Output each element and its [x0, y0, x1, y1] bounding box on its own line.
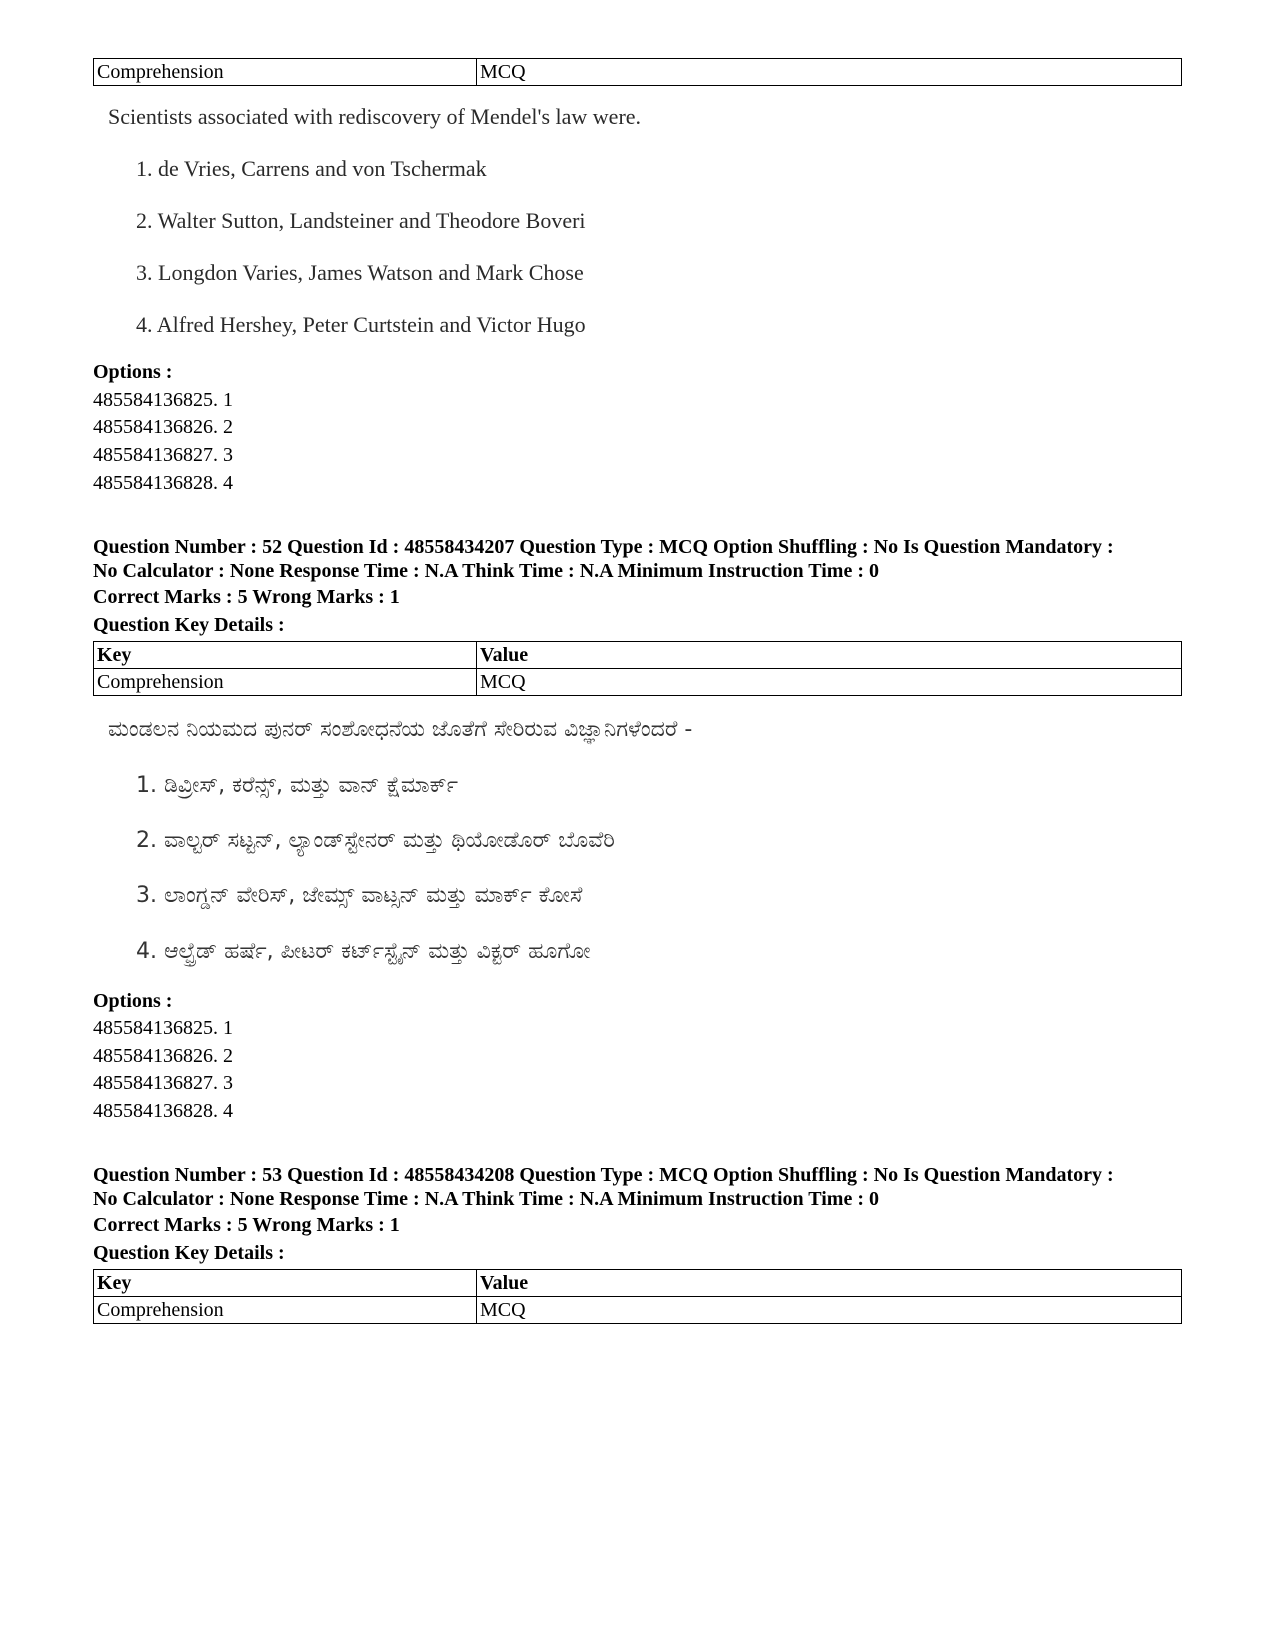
- question-option: 3. Longdon Varies, James Watson and Mark Chose: [136, 260, 584, 285]
- marks-line: Correct Marks : 5 Wrong Marks : 1: [93, 586, 400, 608]
- table-cell-value: MCQ: [477, 669, 1182, 696]
- key-details-heading: Question Key Details :: [93, 614, 285, 636]
- question-stem: ಮಂಡಲನ ನಿಯಮದ ಪುನರ್ ಸಂಶೋಧನೆಯ ಜೊತೆಗೆ ಸೇರಿರುವ ವಿಜ್ಞಾನಿಗಳೆಂದರೆ -: [108, 717, 693, 742]
- key-details-table-q53: [93, 1269, 1182, 1324]
- options-heading: Options :: [93, 990, 173, 1012]
- table-row: [94, 1297, 1182, 1324]
- table-cell-key: Comprehension: [94, 669, 477, 696]
- table-header-value: Value: [477, 1270, 1182, 1297]
- table-header-row: [94, 642, 1182, 669]
- key-details-table-q51: [93, 58, 1182, 86]
- metadata-line: Question Number : 53 Question Id : 48558434208 Question Type : MCQ Option Shuffling : No Is Question Mandatory :: [93, 1164, 1114, 1186]
- option-id-item: 485584136825. 1: [93, 1017, 233, 1039]
- option-id-item: 485584136828. 4: [93, 472, 233, 494]
- metadata-line: No Calculator : None Response Time : N.A Think Time : N.A Minimum Instruction Time : 0: [93, 560, 879, 582]
- question-option: 2. ವಾಲ್ಟರ್ ಸಟ್ಟನ್, ಲ್ಯಾಂಡ್‌ಸ್ಟೇನರ್ ಮತ್ತು ಥಿಯೋಡೊರ್ ಬೊವೆರಿ: [136, 828, 615, 853]
- question-option: 1. de Vries, Carrens and von Tschermak: [136, 156, 487, 181]
- option-id-item: 485584136826. 2: [93, 416, 233, 438]
- option-id-item: 485584136827. 3: [93, 444, 233, 466]
- table-cell-value: MCQ: [477, 1297, 1182, 1324]
- options-heading: Options :: [93, 361, 173, 383]
- key-details-table-q52: [93, 641, 1182, 696]
- option-id-item: 485584136825. 1: [93, 389, 233, 411]
- option-id-item: 485584136826. 2: [93, 1045, 233, 1067]
- key-details-heading: Question Key Details :: [93, 1242, 285, 1264]
- table-header-key: Key: [94, 642, 477, 669]
- table-cell-key: Comprehension: [94, 59, 477, 86]
- question-option: 2. Walter Sutton, Landsteiner and Theodore Boveri: [136, 208, 586, 233]
- table-cell-key: Comprehension: [94, 1297, 477, 1324]
- question-option: 1. ಡಿವ್ರೀಸ್, ಕರೆನ್ಸ್, ಮತ್ತು ವಾನ್ ಕ್ಷೆಮಾರ್ಕ್: [136, 773, 458, 798]
- metadata-line: No Calculator : None Response Time : N.A Think Time : N.A Minimum Instruction Time : 0: [93, 1188, 879, 1210]
- question-option: 4. ಆಲ್ಫ್ರೆಡ್ ಹರ್ಷೆ, ಪೀಟರ್ ಕರ್ಟ್‌ಸ್ಟೈನ್ ಮತ್ತು ವಿಕ್ಟರ್ ಹೂಗೋ: [136, 939, 591, 964]
- option-id-item: 485584136828. 4: [93, 1100, 233, 1122]
- table-header-value: Value: [477, 642, 1182, 669]
- table-header-row: [94, 1270, 1182, 1297]
- question-stem: Scientists associated with rediscovery of Mendel's law were.: [108, 104, 642, 129]
- table-row: [94, 669, 1182, 696]
- metadata-line: Question Number : 52 Question Id : 48558434207 Question Type : MCQ Option Shuffling : No Is Question Mandatory :: [93, 536, 1114, 558]
- question-option: 4. Alfred Hershey, Peter Curtstein and Victor Hugo: [136, 312, 586, 337]
- marks-line: Correct Marks : 5 Wrong Marks : 1: [93, 1214, 400, 1236]
- table-header-key: Key: [94, 1270, 477, 1297]
- option-id-item: 485584136827. 3: [93, 1072, 233, 1094]
- question-metadata-q52: [93, 535, 1193, 583]
- table-row: [94, 59, 1182, 86]
- question-option: 3. ಲಾಂಗ್ಡನ್ ವೇರಿಸ್, ಜೇಮ್ಸ್ ವಾಟ್ಸನ್ ಮತ್ತು ಮಾರ್ಕ್ ಕೋಸೆ: [136, 883, 583, 908]
- table-cell-value: MCQ: [477, 59, 1182, 86]
- question-metadata-q53: [93, 1163, 1193, 1211]
